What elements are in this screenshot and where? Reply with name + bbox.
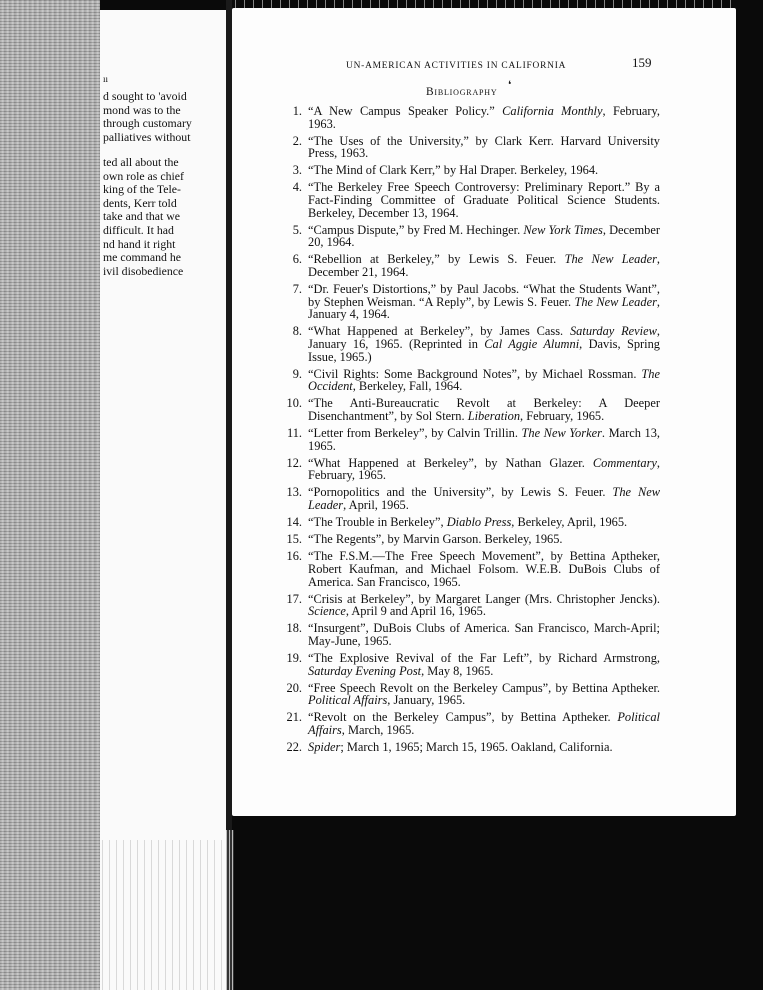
entry-number: 19. <box>286 650 302 665</box>
entry-text: “What Happened at Berkeley”, by James Cass. Saturday Review, January 16, 1965. (Reprinted in Cal Aggie Alumni, Davis, Spring Issue, 1965.) <box>308 324 661 364</box>
entry-text: “Insurgent”, DuBois Clubs of America. San Francisco, March-April; May-June, 1965. <box>308 621 660 648</box>
entry-text: “What Happened at Berkeley”, by Nathan Glazer. Commentary, February, 1965. <box>308 455 660 483</box>
entry-number: 7. <box>292 282 302 297</box>
entry-number: 4. <box>292 180 302 195</box>
bibliography-entry <box>280 741 660 754</box>
entry-text: “The Mind of Clark Kerr,” by Hal Draper. Berkeley, 1964. <box>308 163 599 178</box>
bibliography-entry <box>280 711 660 736</box>
bibliography-entry <box>280 427 660 452</box>
bibliography-entry <box>280 457 660 482</box>
page-stack-edge <box>100 840 226 990</box>
text-line: nd hand it right <box>103 236 176 251</box>
book-edge <box>0 0 100 990</box>
entry-number: 3. <box>292 163 302 178</box>
bibliography-entry <box>280 486 660 511</box>
text-line: king of the Tele- <box>103 182 181 197</box>
entry-number: 21. <box>286 710 302 725</box>
bibliography-entry <box>280 622 660 647</box>
bibliography-entry <box>280 105 660 130</box>
running-head: UN-AMERICAN ACTIVITIES IN CALIFORNIA <box>346 61 567 71</box>
text-line: through customary <box>103 116 192 131</box>
previous-page-marker: ıı <box>103 74 109 84</box>
text-line: ivil disobedience <box>103 263 184 278</box>
entry-number: 1. <box>292 104 302 118</box>
entry-number: 17. <box>286 591 302 606</box>
section-title: Bibliography <box>426 86 498 98</box>
entry-number: 22. <box>286 740 302 755</box>
previous-page <box>100 10 227 990</box>
bibliography-entry <box>280 181 660 219</box>
entry-text: “The Trouble in Berkeley”, Diablo Press, Berkeley, April, 1965. <box>308 515 628 530</box>
bibliography-entry <box>280 135 660 160</box>
entry-number: 2. <box>292 133 302 148</box>
entry-number: 15. <box>286 532 302 547</box>
text-line: dents, Kerr told <box>103 195 177 210</box>
entry-number: 5. <box>292 222 302 237</box>
entry-number: 16. <box>286 549 302 564</box>
previous-page-paragraph-2 <box>103 156 223 278</box>
entry-text: “Civil Rights: Some Background Notes”, by Michael Rossman. The Occident, Berkeley, Fall, 1964. <box>308 366 660 394</box>
text-line: d sought to 'avoid <box>103 90 187 103</box>
text-line: mond was to the <box>103 102 181 117</box>
text-line: palliatives without <box>103 129 191 144</box>
bibliography-entry <box>280 593 660 618</box>
bibliography-entry <box>280 325 660 363</box>
entry-text: “Pornopolitics and the University”, by Lewis S. Feuer. The New Leader, April, 1965. <box>308 485 660 513</box>
entry-number: 11. <box>286 426 302 441</box>
entry-text: “The Uses of the University,” by Clark Kerr. Harvard University Press, 1963. <box>308 133 660 161</box>
text-line: ted all about the <box>103 156 179 169</box>
previous-page-paragraph-1 <box>103 90 223 144</box>
scan-border-right <box>736 0 763 990</box>
scan-border-top <box>232 0 763 8</box>
entry-text: “Letter from Berkeley”, by Calvin Trillin. The New Yorker. March 13, 1965. <box>308 426 660 453</box>
bibliography-entry <box>280 283 660 321</box>
entry-number: 20. <box>286 680 302 695</box>
entry-text: Spider; March 1, 1965; March 15, 1965. Oakland, California. <box>308 740 613 755</box>
entry-text: “Free Speech Revolt on the Berkeley Campus”, by Bettina Aptheker. Political Affairs, January, 1965. <box>308 680 660 708</box>
entry-number: 18. <box>286 621 302 636</box>
text-line: difficult. It had <box>103 222 174 237</box>
bibliography-entry <box>280 652 660 677</box>
entry-number: 8. <box>292 324 302 339</box>
entry-text: “The Explosive Revival of the Far Left”, by Richard Armstrong, Saturday Evening Post, May 8, 1965. <box>308 650 660 678</box>
page-number: 159 <box>632 55 652 70</box>
text-line: take and that we <box>103 209 180 224</box>
bibliography-entry <box>280 397 660 422</box>
book-page <box>232 8 736 816</box>
bibliography-entry <box>280 533 660 546</box>
entry-text: “The Regents”, by Marvin Garson. Berkeley, 1965. <box>308 532 563 547</box>
entry-number: 9. <box>292 366 302 381</box>
text-line: own role as chief <box>103 168 184 183</box>
entry-text: “Campus Dispute,” by Fred M. Hechinger. New York Times, December 20, 1964. <box>308 222 660 250</box>
entry-number: 12. <box>286 455 302 470</box>
text-line: me command he <box>103 250 181 265</box>
entry-text: “The Berkeley Free Speech Controversy: Preliminary Report.” By a Fact-Finding Committee of Graduate Political Science Students. Berkeley, December 13, 1964. <box>308 180 660 220</box>
entry-number: 13. <box>286 485 302 500</box>
bibliography-list <box>280 105 660 758</box>
entry-text: “Rebellion at Berkeley,” by Lewis S. Feuer. The New Leader, December 21, 1964. <box>308 252 660 280</box>
entry-text: “Crisis at Berkeley”, by Margaret Langer (Mrs. Christopher Jencks). Science, April 9 and April 16, 1965. <box>308 591 660 619</box>
entry-text: “The F.S.M.—The Free Speech Movement”, by Bettina Aptheker, Robert Kaufman, and Michael Folsom. W.E.B. DuBois Clubs of America. San Francisco, 1965. <box>308 549 660 589</box>
bibliography-entry <box>280 682 660 707</box>
bibliography-entry <box>280 224 660 249</box>
stray-mark: ❛ <box>508 80 512 91</box>
entry-text: “Dr. Feuer's Distortions,” by Paul Jacobs. “What the Students Want”, by Stephen Weisman. “A Reply”, by Lewis S. Feuer. The New Leader, January 4, 1964. <box>308 282 660 322</box>
gutter-edge <box>226 830 234 990</box>
bibliography-entry <box>280 253 660 278</box>
bibliography-entry <box>280 516 660 529</box>
entry-number: 6. <box>292 252 302 267</box>
bibliography-entry <box>280 164 660 177</box>
bibliography-entry <box>280 550 660 588</box>
entry-text: “The Anti-Bureaucratic Revolt at Berkeley: A Deeper Disenchantment”, by Sol Stern. Liberation, February, 1965. <box>308 396 660 423</box>
entry-text: “A New Campus Speaker Policy.” California Monthly, February, 1963. <box>308 104 661 131</box>
bibliography-entry <box>280 368 660 393</box>
entry-text: “Revolt on the Berkeley Campus”, by Bettina Aptheker. Political Affairs, March, 1965. <box>308 710 660 737</box>
entry-number: 10. <box>286 396 302 411</box>
entry-number: 14. <box>286 515 302 530</box>
